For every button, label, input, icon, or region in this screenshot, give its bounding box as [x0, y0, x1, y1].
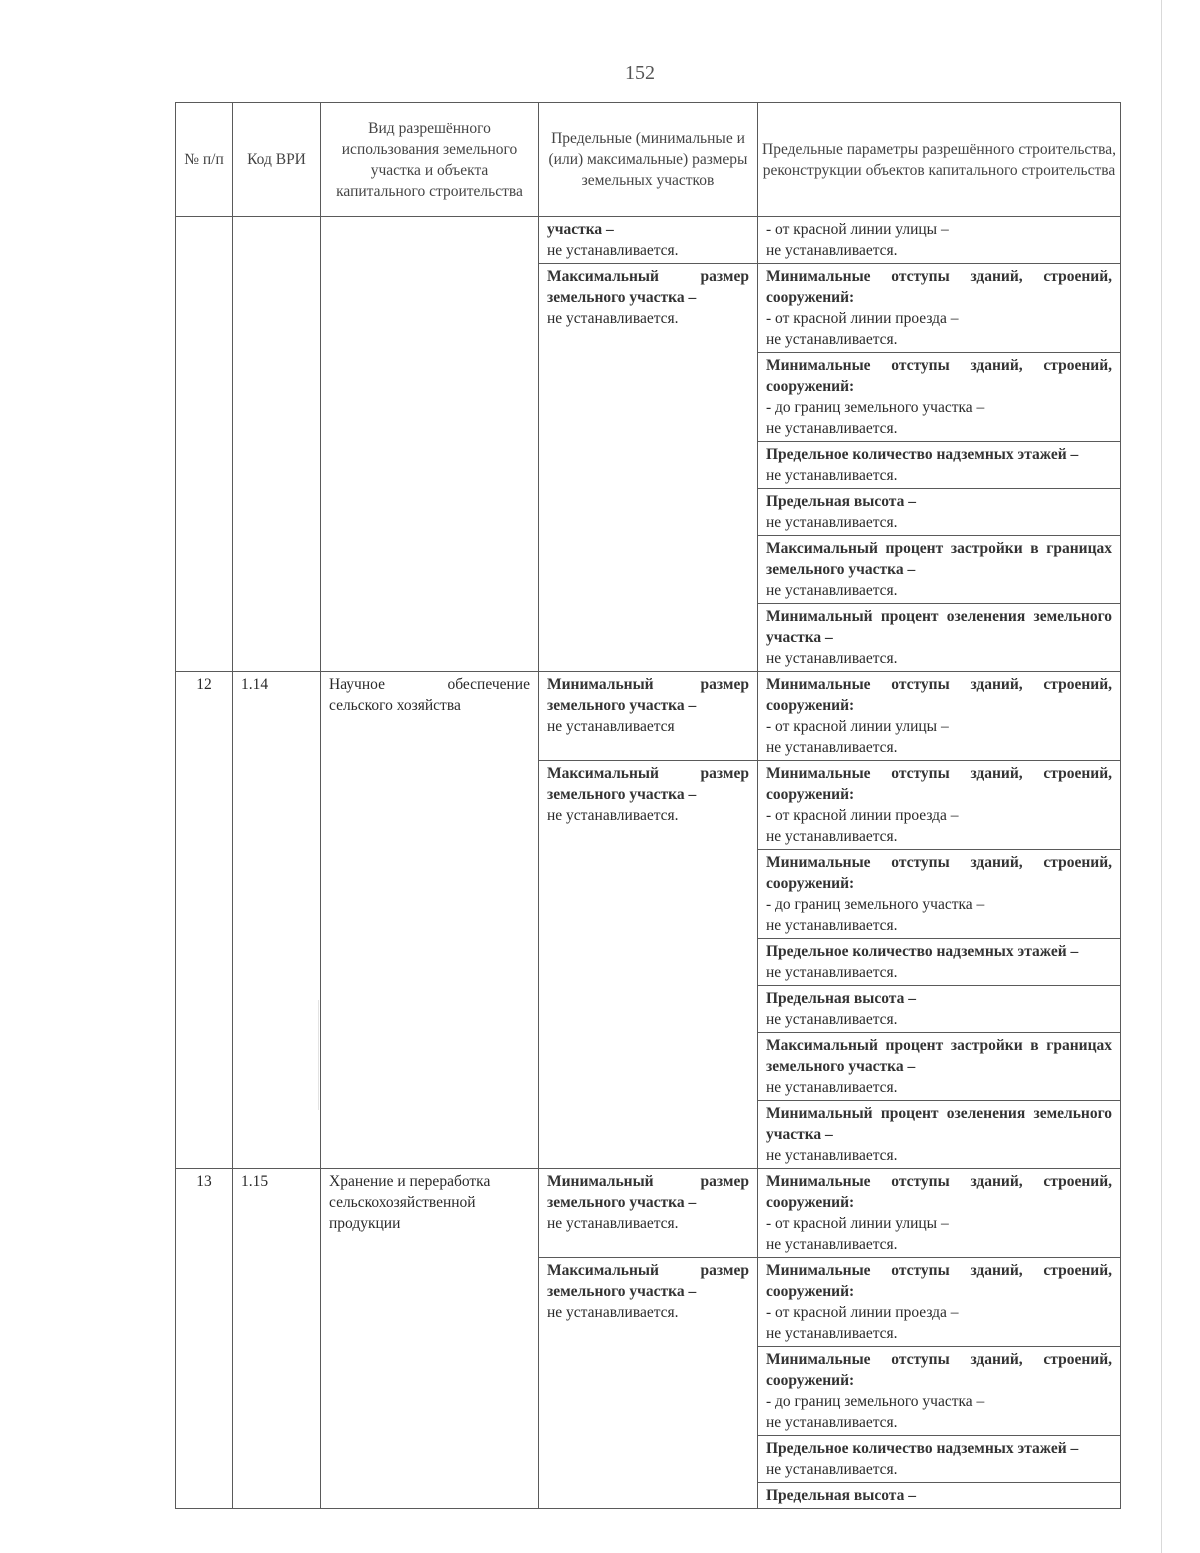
param-line: - до границ земельного участка – — [766, 1393, 985, 1410]
header-kind: Вид разрешённого использования земельного участка и объекта капитального строительства — [321, 103, 539, 217]
page-number: 152 — [625, 62, 655, 84]
param-heading: Максимальный процент застройки в границах земельного участка – — [766, 1037, 1112, 1075]
min-size-cell — [539, 217, 758, 264]
land-use-table — [175, 102, 1121, 1509]
size-value: не устанавливается. — [547, 1215, 679, 1232]
param-cell — [758, 1101, 1121, 1169]
param-value: не устанавливается. — [766, 331, 898, 348]
min-size-cell — [539, 672, 758, 761]
param-cell — [758, 353, 1121, 442]
param-line: - от красной линии проезда – — [766, 807, 959, 824]
table-row-continuation — [176, 217, 1121, 264]
param-heading: Минимальные отступы зданий, строений, сооружений: — [766, 765, 1112, 803]
param-line: - до границ земельного участка – — [766, 399, 985, 416]
param-value: не устанавливается. — [766, 1147, 898, 1164]
table-row-13 — [176, 1169, 1121, 1258]
param-cell — [758, 850, 1121, 939]
param-cell — [758, 939, 1121, 986]
size-heading: Максимальный размер земельного участка – — [547, 268, 749, 306]
param-heading: Минимальные отступы зданий, строений, сооружений: — [766, 1262, 1112, 1300]
param-heading: Минимальные отступы зданий, строений, сооружений: — [766, 676, 1112, 714]
param-heading: Минимальные отступы зданий, строений, сооружений: — [766, 1173, 1112, 1211]
param-line: - от красной линии улицы – — [766, 1215, 949, 1232]
size-value: не устанавливается. — [547, 807, 679, 824]
size-heading: Максимальный размер земельного участка – — [547, 765, 749, 803]
param-cell — [758, 1169, 1121, 1258]
param-value: не устанавливается. — [766, 1236, 898, 1253]
param-cell — [758, 672, 1121, 761]
param-value: не устанавливается. — [766, 1011, 898, 1028]
param-value: не устанавливается. — [766, 1079, 898, 1096]
cell-kind: Хранение и переработка сельскохозяйственной продукции — [321, 1169, 539, 1509]
cell-code: 1.14 — [233, 672, 321, 1169]
cell-num — [176, 217, 233, 672]
param-value: не устанавливается. — [766, 739, 898, 756]
param-value: не устанавливается. — [766, 1414, 898, 1431]
size-heading: Минимальный размер земельного участка – — [547, 1173, 749, 1211]
header-size: Предельные (минимальные и (или) максимальные) размеры земельных участков — [539, 103, 758, 217]
param-heading: Предельное количество надземных этажей – — [766, 1440, 1079, 1457]
param-value: не устанавливается. — [766, 420, 898, 437]
param-cell — [758, 217, 1121, 264]
table-row-12 — [176, 672, 1121, 761]
size-value: не устанавливается. — [547, 242, 679, 259]
cell-num: 13 — [176, 1169, 233, 1509]
size-heading: Минимальный размер земельного участка – — [547, 676, 749, 714]
cell-kind: Научное обеспечение сельского хозяйства — [321, 672, 539, 1169]
param-cell — [758, 1347, 1121, 1436]
param-value: не устанавливается. — [766, 917, 898, 934]
param-heading: Предельная высота – — [766, 1487, 916, 1504]
min-size-cell — [539, 1169, 758, 1258]
param-value: не устанавливается. — [766, 828, 898, 845]
param-line: - от красной линии проезда – — [766, 310, 959, 327]
param-heading: Минимальные отступы зданий, строений, сооружений: — [766, 854, 1112, 892]
param-cell — [758, 1258, 1121, 1347]
param-heading: Максимальный процент застройки в границах земельного участка – — [766, 540, 1112, 578]
param-value: не устанавливается. — [766, 1325, 898, 1342]
param-line: - от красной линии проезда – — [766, 1304, 959, 1321]
param-cell — [758, 1033, 1121, 1101]
table-header-row — [176, 103, 1121, 217]
param-cell — [758, 1436, 1121, 1483]
max-size-cell — [539, 1258, 758, 1509]
param-heading: Предельная высота – — [766, 990, 916, 1007]
param-heading: Минимальный процент озеленения земельного участка – — [766, 608, 1112, 646]
param-heading: Предельная высота – — [766, 493, 916, 510]
size-value: не устанавливается. — [547, 310, 679, 327]
cell-kind — [321, 217, 539, 672]
param-cell — [758, 1483, 1121, 1509]
param-cell — [758, 442, 1121, 489]
max-size-cell — [539, 761, 758, 1169]
param-cell — [758, 264, 1121, 353]
param-cell — [758, 604, 1121, 672]
param-line: - от красной линии улицы – — [766, 221, 949, 238]
param-value: не устанавливается. — [766, 467, 898, 484]
param-cell — [758, 536, 1121, 604]
max-size-cell — [539, 264, 758, 672]
size-value: не устанавливается. — [547, 1304, 679, 1321]
param-heading: Минимальные отступы зданий, строений, сооружений: — [766, 268, 1112, 306]
param-value: не устанавливается. — [766, 650, 898, 667]
param-heading: Минимальные отступы зданий, строений, сооружений: — [766, 357, 1112, 395]
param-cell — [758, 761, 1121, 850]
cell-num: 12 — [176, 672, 233, 1169]
header-code: Код ВРИ — [233, 103, 321, 217]
param-value: не устанавливается. — [766, 514, 898, 531]
size-heading: участка – — [547, 221, 614, 238]
param-cell — [758, 489, 1121, 536]
param-cell — [758, 986, 1121, 1033]
param-value: не устанавливается. — [766, 964, 898, 981]
param-value: не устанавливается. — [766, 1461, 898, 1478]
header-params: Предельные параметры разрешённого строительства, реконструкции объектов капитального строительства — [758, 103, 1121, 217]
header-num: № п/п — [176, 103, 233, 217]
size-value: не устанавливается — [547, 718, 675, 735]
param-line: - от красной линии улицы – — [766, 718, 949, 735]
param-heading: Минимальные отступы зданий, строений, сооружений: — [766, 1351, 1112, 1389]
size-heading: Максимальный размер земельного участка – — [547, 1262, 749, 1300]
cell-code: 1.15 — [233, 1169, 321, 1509]
scan-edge-line — [1161, 0, 1162, 1553]
param-line: - до границ земельного участка – — [766, 896, 985, 913]
param-heading: Предельное количество надземных этажей – — [766, 943, 1079, 960]
param-heading: Предельное количество надземных этажей – — [766, 446, 1079, 463]
param-value: не устанавливается. — [766, 242, 898, 259]
param-value: не устанавливается. — [766, 582, 898, 599]
cell-code — [233, 217, 321, 672]
param-heading: Минимальный процент озеленения земельного участка – — [766, 1105, 1112, 1143]
